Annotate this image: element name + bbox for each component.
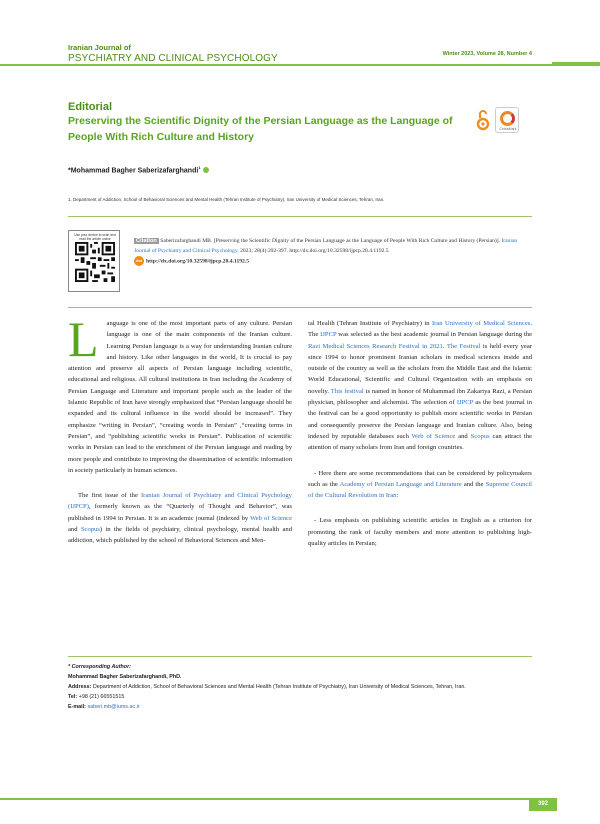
qr-code-icon (75, 242, 115, 282)
razi-festival-link[interactable]: Razi Medical Sciences Research Festival in 2021 (308, 342, 443, 350)
orcid-icon[interactable] (203, 167, 209, 173)
footer-rule (0, 798, 529, 800)
citation-journal-link[interactable]: Iranian Journal of Psychiatry and Clinical Psychology (134, 238, 518, 254)
body-left-column (68, 311, 293, 561)
citation-text: Saberizafarghandi MB. [Preserving the Scientific Dignity of the Persian Language as the Language of People With Rich Culture and History (Persian)]. (158, 238, 502, 244)
paragraph-1 (68, 311, 292, 476)
p4-text-c: : (396, 492, 399, 500)
p4-text-b: and the (461, 480, 486, 488)
web-of-science-link-2[interactable]: Web of Science (411, 432, 456, 440)
paragraph-5 (308, 515, 532, 549)
author-name: *Mohammad Bagher Saberizafarghandi (68, 167, 199, 175)
body-right-column (308, 318, 532, 563)
qr-caption: Use your device to scan and read the article online (74, 233, 116, 241)
ijpcp-link-2[interactable]: IJPCP (320, 331, 337, 339)
p2-text-a: The first issue of the (78, 492, 141, 500)
article-title: Preserving the Scientific Dignity of the Persian Language as the Language of People With Rich Culture and History (68, 115, 453, 143)
p3-text-d: . (442, 342, 447, 350)
author-line (68, 165, 209, 174)
this-festival-link[interactable]: This festival (330, 387, 364, 395)
paragraph-1-text: anguage is one of the most important parts of any culture. Persian language is one of the main components of the Iranian culture. Learning Persian language is a way for understanding Iranian culture and history. Like other languages in the world, It is crucial to pay attention and preserve all aspects of Persian language including scientific, educational and religious. All cultural institutions in Iran including the Academy of Persian Language and Literature and important people such as the leader of the Islamic Republic of Iran have strongly emphasized that “Persian language should be expanded and its cultural influence in the world should be increased”. They emphasize “writing in Persian”, “creating words in Persian” ,“creating terms in Persian”, and “publishing scientific works in Persian”. Publication of scientific works in Persian can lead to the enrichment of the Persian language and reading by more people and contribute to improving the dissemination of scientific information in society particularly in human sciences. (68, 320, 292, 474)
address-label: Address: (68, 684, 92, 690)
citation-block (134, 236, 534, 266)
festival-link[interactable]: The Festival (446, 342, 481, 350)
p5-text: - Less emphasis on publishing scientific articles in English as a criterion for promoting the rank of faculty members and more attention to publishing high-quality articles in Persian; (308, 517, 532, 548)
citation-divider (68, 307, 532, 308)
header-rule (0, 64, 552, 66)
journal-name-line2: PSYCHIATRY AND CLINICAL PSYCHOLOGY (68, 53, 278, 64)
supreme-council-link[interactable]: Supreme Council of the Cultural Revolution in Iran (308, 480, 533, 500)
email-link[interactable]: saberi.mb@iums.ac.ir (85, 704, 140, 710)
p2-text-b: , formerly known as the “Quarterly of Thought and Behavior”, was published in 1994 in Persian. It is an academic journal (indexed by (68, 503, 292, 522)
p3-text-b: . The (308, 320, 533, 339)
p3-text-e: is held every year since 1994 to honor prominent Iranian scholars in medical sciences inside and outside of the country as well as the scholars from the Middle East and the Islamic World Educational, Scientific and Cultural Organization with an emphasis on novelty. (308, 342, 532, 395)
ijpcp-link[interactable]: Iranian Journal of Psychiatry and Clinical Psychology (IJPCP) (68, 492, 292, 511)
journal-name-line1: Iranian Journal of (68, 43, 131, 52)
paragraph-2 (68, 490, 292, 546)
p3-text-a: tal Health (Tehran Institute of Psychiatry) in (308, 320, 432, 327)
citation-rest: . 2023; 28(4):392-397. http://dx.doi.org/10.32598/ijpcp.28.4.1192.5 (237, 248, 389, 254)
crossmark-icon (500, 111, 515, 126)
scopus-link[interactable]: Scopus (80, 526, 100, 534)
email-label: E-mail: (68, 704, 86, 710)
corresponding-author-block (68, 662, 533, 712)
p3-text-f: is named in honor of Muhammad ibn Zakariya Razi, a Persian physician, philosopher and alchemist. The selection of (308, 387, 533, 407)
footnote-divider (68, 656, 532, 657)
drop-cap: L (68, 311, 99, 367)
citation-label: Citation (136, 238, 157, 244)
header-rule-accent (552, 62, 600, 66)
corresponding-name: Mohammad Bagher Saberizafarghandi, PhD. (68, 674, 182, 680)
p3-text-h: and (455, 432, 471, 440)
p4-text-a: - Here there are some recommendations that can be considered by policymakers such as the (308, 469, 532, 488)
page-number: 392 (529, 798, 557, 811)
qr-code-box[interactable] (68, 230, 120, 292)
doi-link[interactable]: http://dx.doi.org/10.32598/ijpcp.28.4.1192.5 (146, 258, 250, 265)
iums-link[interactable]: Iran University of Medical Sciences (431, 320, 531, 327)
tel-label: Tel: (68, 694, 78, 700)
ijpcp-link-3[interactable]: IJPCP (456, 399, 474, 407)
doi-icon: doi (134, 256, 144, 266)
open-access-icon[interactable] (476, 109, 490, 131)
tel-text: +98 (21) 66551515 (77, 694, 125, 700)
author-affil-marker: 1 (198, 165, 201, 170)
web-of-science-link[interactable]: Web of Science (250, 514, 293, 522)
affiliation: 1. Department of Addiction, School of Behavioral Sciences and Mental Health (Tehran Institute of Psychiatry), Iran University of Medical Sciences, Tehran, Iran. (68, 197, 385, 202)
crossmark-label: CrossMark (499, 127, 517, 131)
corresponding-heading: * Corresponding Author: (68, 664, 131, 670)
affiliation-divider (68, 216, 532, 217)
crossmark-badge[interactable] (495, 107, 519, 133)
p2-text-c: and (68, 526, 81, 534)
p2-text-d: ) in the fields of psychiatry, clinical psychology, mental health and addiction, which published by the school of Behavioral Sciences and Men- (68, 526, 293, 545)
paragraph-4 (308, 468, 532, 502)
paragraph-3 (308, 318, 532, 454)
article-type: Editorial (68, 101, 113, 113)
p3-text-g: as the best journal in the festival can be a good opportunity to publish more scientific works in Persian and consequently preserve the Persian language and Iranian culture. Also, being indexed by reputable databases such (308, 399, 532, 440)
scopus-link-2[interactable]: Scopus (470, 432, 490, 440)
issue-info: Winter 2023, Volume 28, Number 4 (442, 51, 532, 57)
p3-text-i: can attract the attention of many scholars from Iran and foreign countries. (308, 432, 532, 452)
address-text: Department of Addiction, School of Behavioral Sciences and Mental Health (Tehran Institute of Psychiatry), Iran University of Medical Sciences, Tehran, Iran. (91, 684, 466, 690)
p3-text-c: was selected as the best academic journal in Persian language during the (336, 331, 532, 339)
academy-link[interactable]: Academy of Persian Language and Literature (339, 480, 462, 488)
